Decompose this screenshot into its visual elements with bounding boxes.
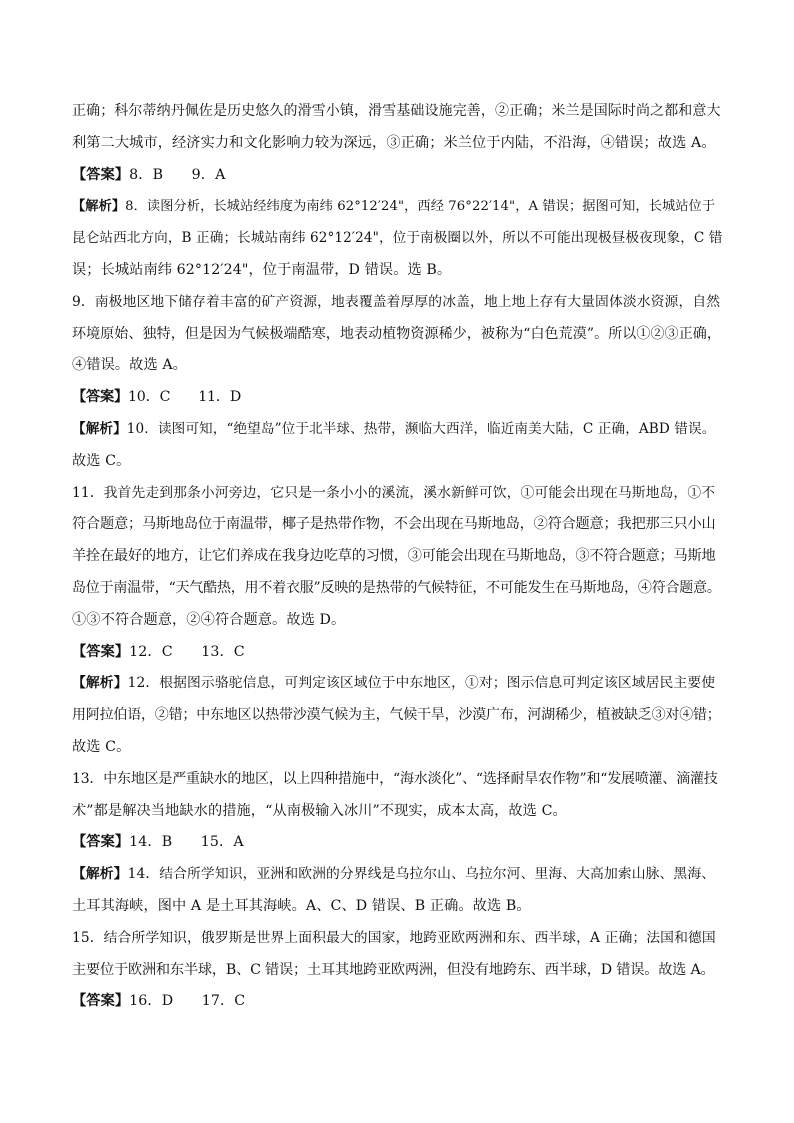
line-text: 12．C 13．C [129, 643, 245, 660]
section-tag: 【解析】 [72, 675, 128, 692]
section-tag: 【答案】 [72, 643, 130, 660]
line-text: 13．中东地区是严重缺水的地区，以上四种措施中，“海水淡化”、“选择耐旱农作物”和“发展喷灌、滴灌技 [72, 770, 718, 787]
line-text: 14．结合所学知识，亚洲和欧洲的分界线是乌拉尔山、乌拉尔河、里海、大高加索山脉、黑海、 [127, 866, 716, 883]
answer-line [72, 160, 724, 192]
text-line [72, 764, 724, 796]
text-line [72, 287, 724, 319]
text-line [72, 891, 724, 923]
line-text: 用阿拉伯语，②错；中东地区以热带沙漠气候为主，气候干旱，沙漠广布，河湖稀少，植被缺乏③对④错； [72, 707, 721, 724]
line-text: 土耳其海峡，图中 A 是土耳其海峡。A、C、D 错误、B 正确。故选 B。 [72, 897, 531, 914]
line-text: 9．南极地区地下储存着丰富的矿产资源，地表覆盖着厚厚的冰盖，地上地上存有大量固体淡水资源，自然 [72, 293, 721, 310]
line-text: 羊拴在最好的地方，让它们养成在我身边吃草的习惯，③可能会出现在马斯地岛，③不符合题意；马斯地 [72, 548, 716, 565]
text-line [72, 446, 724, 478]
text-line [72, 96, 724, 128]
line-text: 环境原始、独特，但是因为气候极端酷寒，地表动植物资源稀少，被称为“白色荒漠”。所以①②③正确， [72, 325, 722, 342]
line-text: 岛位于南温带，“天气酷热，用不着衣服”反映的是热带的气候特征，不可能发生在马斯地岛，④符合题意。 [72, 579, 721, 596]
analysis-line [72, 859, 724, 891]
answer-line [72, 986, 724, 1018]
text-line [72, 223, 724, 255]
answer-line [72, 382, 724, 414]
section-tag: 【答案】 [72, 993, 130, 1010]
text-line [72, 255, 724, 287]
text-line [72, 478, 724, 510]
line-text: 故选 C。 [72, 452, 131, 469]
text-line [72, 923, 724, 955]
text-line [72, 955, 724, 987]
line-text: ④错误。故选 A。 [72, 357, 187, 374]
line-text: 故选 C。 [72, 738, 131, 755]
text-line [72, 796, 724, 828]
analysis-line [72, 191, 724, 223]
answer-line [72, 827, 724, 859]
line-text: 8．读图分析，长城站经纬度为南纬 62°12′24"，西经 76°22′14"，A 错误；据图可知，长城站位于 [125, 199, 716, 215]
line-text: 15．结合所学知识，俄罗斯是世界上面积最大的国家，地跨亚欧两洲和东、西半球，A 正确；法国和德国 [72, 929, 716, 946]
text-line [72, 605, 724, 637]
text-line [72, 350, 724, 382]
section-tag: 【解析】 [72, 420, 127, 437]
document-page [72, 96, 724, 1018]
line-text: 符合题意；马斯地岛位于南温带，椰子是热带作物，不会出现在马斯地岛，②符合题意；我把那三只小山 [72, 516, 716, 533]
line-text: 14．B 15．A [129, 834, 244, 851]
analysis-line [72, 668, 724, 700]
section-tag: 【解析】 [72, 866, 128, 883]
section-tag: 【答案】 [72, 834, 130, 851]
line-text: 10．C 11．D [127, 389, 242, 406]
text-line [72, 319, 724, 351]
text-line [72, 700, 724, 732]
line-text: 利第二大城市，经济实力和文化影响力较为深远，③正确；米兰位于内陆，不沿海，④错误；故选 A。 [72, 134, 716, 151]
text-line [72, 573, 724, 605]
line-text: 正确；科尔蒂纳丹佩佐是历史悠久的滑雪小镇，滑雪基础设施完善，②正确；米兰是国际时尚之都和意大 [72, 103, 721, 119]
section-tag: 【解析】 [72, 199, 126, 215]
answer-line [72, 637, 724, 669]
analysis-line [72, 414, 724, 446]
line-text: 昆仑站西北方向，B 正确；长城站南纬 62°12′24"，位于南极圈以外，所以不可能出现极昼极夜现象，C 错 [72, 230, 723, 247]
text-line [72, 732, 724, 764]
line-text: 16．D 17．C [129, 993, 246, 1010]
line-text: ①③不符合题意，②④符合题意。故选 D。 [72, 611, 346, 628]
line-text: 8．B 9．A [129, 166, 226, 183]
line-text: 误；长城站南纬 62°12′24"，位于南温带，D 错误。选 B。 [72, 261, 452, 278]
line-text: 术”都是解决当地缺水的措施，“从南极输入冰川”不现实，成本太高，故选 C。 [72, 802, 567, 819]
text-line [72, 509, 724, 541]
line-text: 主要位于欧洲和东半球，B、C 错误；土耳其地跨亚欧两洲，但没有地跨东、西半球，D 错误。故选 A。 [72, 961, 715, 978]
line-text: 10．读图可知，“绝望岛”位于北半球、热带，濒临大西洋，临近南美大陆，C 正确，ABD 错误。 [126, 420, 716, 437]
line-text: 12．根据图示骆驼信息，可判定该区域位于中东地区，①对；图示信息可判定该区域居民主要使 [127, 675, 716, 692]
text-line [72, 128, 724, 160]
line-text: 11．我首先走到那条小河旁边，它只是一条小小的溪流，溪水新鲜可饮，①可能会出现在马斯地岛，①不 [72, 484, 716, 501]
section-tag: 【答案】 [72, 166, 130, 183]
section-tag: 【答案】 [72, 389, 128, 406]
text-line [72, 541, 724, 573]
